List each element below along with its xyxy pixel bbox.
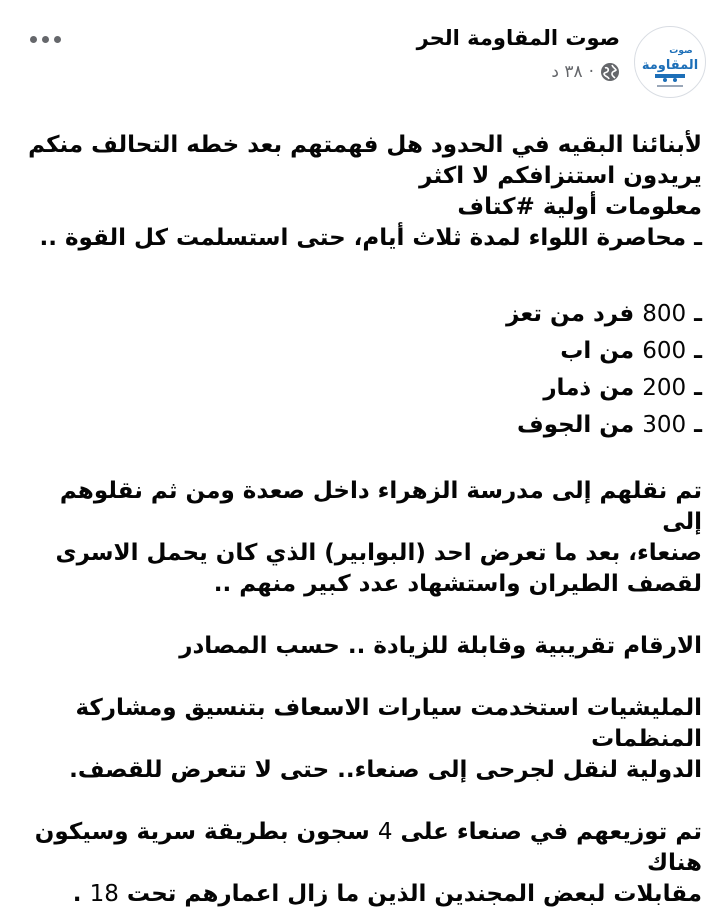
- post-text: سجون بطريقة سرية وسيكون هناك: [34, 819, 702, 876]
- list-number: 300: [642, 412, 687, 438]
- post-line: صنعاء، بعد ما تعرض احد (البوابير) الذي كان يحمل الاسرى: [55, 540, 702, 566]
- list-item: [22, 299, 702, 330]
- list-text: من الجوف: [517, 412, 635, 438]
- list-item: [22, 410, 702, 441]
- page-avatar[interactable]: [634, 26, 706, 98]
- list-dash: ـ: [694, 338, 702, 364]
- list-item: [22, 336, 702, 367]
- post-text: مقابلات لبعض المجندين الذين ما زال اعمارهم تحت: [126, 881, 702, 907]
- meta-separator: ·: [588, 62, 594, 82]
- post-header: [0, 14, 720, 104]
- post-meta: [551, 62, 620, 82]
- list-number: 600: [642, 338, 687, 364]
- post-line: لأبنائنا البقيه في الحدود هل فهمتهم بعد خطه التحالف منكم: [28, 132, 702, 158]
- post-line: يريدون استنزافكم لا اكثر: [419, 163, 702, 189]
- post-line: لقصف الطيران واستشهاد عدد كبير منهم ..: [213, 571, 702, 597]
- post-line: الارقام تقريبية وقابلة للزيادة .. حسب المصادر: [179, 633, 702, 659]
- avatar-text-top: صوت: [669, 46, 693, 56]
- list-dash: ـ: [694, 301, 702, 327]
- list-number: 800: [642, 301, 687, 327]
- post-line: الدولية لنقل لجرحى إلى صنعاء.. حتى لا تتعرض للقصف.: [69, 757, 702, 783]
- list-dash: ـ: [694, 375, 702, 401]
- post-line: [22, 817, 702, 879]
- list-item: [22, 373, 702, 404]
- avatar-text-main: المقاومة: [641, 58, 699, 73]
- post-time[interactable]: ٣٨ د: [551, 62, 583, 82]
- post-line: تم نقلهم إلى مدرسة الزهراء داخل صعدة ومن ثم نقلوهم إلى: [59, 478, 702, 535]
- list-text: فرد من تعز: [506, 301, 635, 327]
- post-line: معلومات أولية #كتاف: [457, 194, 702, 220]
- post-body: [22, 130, 702, 910]
- post-text: تم توزيعهم في صنعاء على: [400, 819, 702, 845]
- post-line: [22, 879, 702, 910]
- list-dash: ـ: [694, 412, 702, 438]
- post-text: .: [72, 881, 82, 907]
- post-number: 4: [377, 819, 393, 845]
- page-name[interactable]: صوت المقاومة الحر: [416, 26, 620, 50]
- list-text: من اب: [560, 338, 635, 364]
- avatar-logo-icon: [635, 27, 705, 97]
- list-number: 200: [642, 375, 687, 401]
- post-line: المليشيات استخدمت سيارات الاسعاف بتنسيق ومشاركة المنظمات: [75, 695, 702, 752]
- post-line: ـ محاصرة اللواء لمدة ثلاث أيام، حتى استسلمت كل القوة ..: [39, 225, 702, 251]
- list-text: من ذمار: [543, 375, 635, 401]
- post-number: 18: [89, 881, 119, 907]
- more-dots-icon[interactable]: [30, 36, 61, 43]
- globe-icon: [600, 62, 620, 82]
